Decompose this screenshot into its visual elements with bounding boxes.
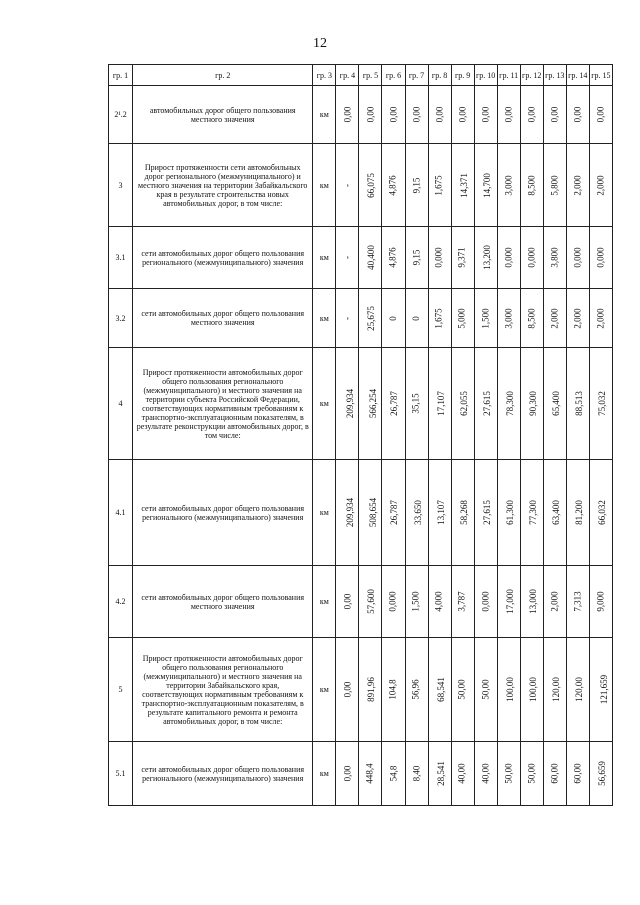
value-cell: [589, 460, 612, 566]
row-number: 4.2: [109, 566, 133, 638]
value-cell: [382, 638, 405, 742]
value-cell: [497, 289, 520, 348]
value-text: 121,659: [598, 674, 609, 705]
value-text: 9,15: [411, 249, 422, 266]
value-text: 0,00: [341, 593, 352, 610]
value-text: 0,000: [595, 247, 606, 268]
value-cell: [543, 227, 566, 289]
value-text: 9,371: [457, 247, 468, 268]
value-text: 3,800: [549, 247, 560, 268]
row-unit: км: [313, 460, 336, 566]
value-cell: [359, 86, 382, 144]
value-text: 66,032: [596, 500, 607, 525]
table-row: [109, 460, 613, 566]
value-text: 0,00: [457, 106, 468, 123]
table-row: [109, 742, 613, 806]
value-text: 78,300: [504, 391, 515, 416]
value-cell: [566, 742, 589, 806]
column-header: гр. 3: [313, 65, 336, 86]
value-cell: [405, 638, 428, 742]
value-cell: [382, 348, 405, 460]
column-header: гр. 1: [109, 65, 133, 86]
value-cell: [566, 227, 589, 289]
value-text: 209,934: [345, 497, 356, 528]
row-description: сети автомобильных дорог общего пользования местного значения: [133, 289, 313, 348]
value-text: 35,15: [411, 393, 422, 414]
value-text: 100,00: [504, 677, 515, 702]
value-text: 28,541: [435, 761, 446, 786]
row-description: Прирост протяженности сети автомобильных дорог регионального (межмуниципального) и местного значения на территории Забайкальского края в результате строительства новых автомобильных дорог, в том числе:: [133, 144, 313, 227]
value-text: 0: [388, 315, 398, 321]
value-text: 26,787: [389, 500, 400, 525]
value-cell: [359, 144, 382, 227]
value-text: 0,00: [549, 106, 560, 123]
value-cell: [359, 289, 382, 348]
value-text: 891,96: [366, 677, 377, 702]
value-cell: [382, 144, 405, 227]
row-description: Прирост протяженности автомобильных дорог общего пользования регионального (межмуниципального) и местного значения на территории субъекта Российской Федерации, соответствующих нормативным требованиям к транспортно-эксплуатационным показателям, в результате реконструкции автомобильных дорог, в том числе:: [133, 348, 313, 460]
value-text: 40,00: [457, 763, 468, 784]
value-text: 0,00: [434, 106, 445, 123]
value-cell: [428, 348, 451, 460]
value-cell: [336, 566, 359, 638]
value-text: 50,00: [457, 679, 468, 700]
value-cell: [382, 566, 405, 638]
value-text: 2,000: [549, 307, 560, 329]
value-text: 40,00: [480, 763, 491, 784]
value-cell: [451, 348, 474, 460]
value-cell: [497, 86, 520, 144]
value-text: 0,00: [503, 106, 514, 123]
value-cell: [520, 144, 543, 227]
row-description: Прирост протяженности автомобильных дорог общего пользования регионального (межмуниципального) и местного значения на территории Забайкальского края, соответствующих нормативным требованиям к транспортно-эксплуатационным показателям, в результате капитального ремонта и ремонта автомобильных дорог, в том числе:: [133, 638, 313, 742]
value-cell: [566, 460, 589, 566]
value-cell: [543, 289, 566, 348]
row-unit: км: [313, 348, 336, 460]
value-cell: [497, 144, 520, 227]
value-cell: [359, 742, 382, 806]
value-text: 8,500: [526, 174, 537, 196]
value-text: 0,00: [480, 106, 491, 123]
value-cell: [405, 86, 428, 144]
table-row: [109, 566, 613, 638]
value-text: 50,00: [503, 763, 514, 784]
row-number: 4.1: [109, 460, 133, 566]
row-number: 4: [109, 348, 133, 460]
value-cell: [566, 144, 589, 227]
value-cell: [474, 566, 497, 638]
value-cell: [336, 86, 359, 144]
value-text: 1,675: [434, 307, 445, 329]
value-cell: [451, 742, 474, 806]
table-row: [109, 289, 613, 348]
value-text: 1,675: [434, 174, 445, 196]
column-header: гр. 9: [451, 65, 474, 86]
value-cell: [359, 566, 382, 638]
value-cell: [451, 638, 474, 742]
value-cell: [543, 460, 566, 566]
value-cell: [451, 289, 474, 348]
row-description: сети автомобильных дорог общего пользования местного значения: [133, 566, 313, 638]
value-text: 75,032: [596, 391, 607, 416]
value-cell: [336, 289, 359, 348]
value-text: 0,000: [388, 591, 398, 612]
value-text: 17,107: [435, 391, 446, 416]
value-text: 2,000: [572, 307, 583, 329]
value-text: 0,00: [341, 765, 352, 782]
value-text: 54,8: [388, 765, 398, 782]
row-unit: км: [313, 289, 336, 348]
value-cell: [451, 566, 474, 638]
value-cell: [359, 460, 382, 566]
row-description: сети автомобильных дорог общего пользования регионального (межмуниципального) значения: [133, 460, 313, 566]
value-cell: [405, 144, 428, 227]
value-cell: [336, 348, 359, 460]
value-cell: [520, 742, 543, 806]
row-unit: км: [313, 566, 336, 638]
value-cell: [520, 227, 543, 289]
value-text: 3,000: [503, 174, 514, 196]
value-cell: [428, 742, 451, 806]
table-row: [109, 86, 613, 144]
row-number: 5.1: [109, 742, 133, 806]
value-text: -: [341, 316, 352, 320]
value-cell: [543, 742, 566, 806]
value-cell: [474, 86, 497, 144]
column-header: гр. 7: [405, 65, 428, 86]
value-text: 0,00: [595, 106, 606, 123]
column-header: гр. 4: [336, 65, 359, 86]
value-text: 0,000: [503, 247, 514, 268]
value-text: 81,200: [573, 500, 584, 525]
value-cell: [336, 638, 359, 742]
column-header: гр. 2: [133, 65, 313, 86]
value-text: 88,513: [573, 391, 584, 416]
header-row: [109, 65, 613, 86]
value-text: 0,00: [411, 106, 422, 123]
value-text: 120,00: [573, 677, 584, 702]
value-text: 57,600: [366, 589, 377, 614]
value-text: 26,787: [389, 391, 400, 416]
value-text: 60,00: [572, 763, 583, 784]
value-text: 63,400: [550, 500, 561, 525]
value-text: 9,000: [595, 591, 606, 612]
value-text: 56,659: [596, 761, 607, 786]
row-unit: км: [313, 638, 336, 742]
value-text: -: [341, 183, 352, 187]
row-unit: км: [313, 227, 336, 289]
value-cell: [474, 227, 497, 289]
value-cell: [428, 227, 451, 289]
value-cell: [543, 638, 566, 742]
value-cell: [566, 86, 589, 144]
value-text: 65,400: [550, 391, 561, 416]
row-unit: км: [313, 86, 336, 144]
value-cell: [405, 289, 428, 348]
value-cell: [336, 144, 359, 227]
value-text: 13,000: [527, 589, 538, 614]
value-text: 50,00: [526, 763, 537, 784]
value-text: 0,00: [364, 106, 375, 123]
value-cell: [497, 742, 520, 806]
value-text: 100,00: [527, 677, 538, 702]
value-cell: [405, 348, 428, 460]
value-cell: [474, 289, 497, 348]
value-text: 68,541: [435, 677, 446, 702]
value-cell: [451, 144, 474, 227]
value-cell: [520, 566, 543, 638]
value-text: 27,615: [481, 391, 492, 416]
value-cell: [566, 289, 589, 348]
value-cell: [451, 460, 474, 566]
value-text: 17,000: [504, 589, 515, 614]
value-text: 104,8: [388, 679, 398, 700]
value-text: 8,40: [411, 765, 422, 782]
value-cell: [474, 742, 497, 806]
value-text: 77,300: [527, 500, 538, 525]
value-text: 0,00: [341, 681, 352, 698]
table-row: [109, 227, 613, 289]
value-text: 209,934: [345, 388, 356, 419]
value-text: 66,075: [366, 172, 377, 198]
value-cell: [589, 289, 612, 348]
value-cell: [589, 638, 612, 742]
value-cell: [566, 638, 589, 742]
column-header: гр. 12: [520, 65, 543, 86]
indicators-table: [108, 64, 613, 806]
value-cell: [382, 86, 405, 144]
value-cell: [566, 566, 589, 638]
value-cell: [382, 460, 405, 566]
row-description: сети автомобильных дорог общего пользования регионального (межмуниципального) значения: [133, 742, 313, 806]
value-text: 13,200: [481, 245, 492, 270]
value-cell: [497, 638, 520, 742]
value-text: 50,00: [480, 679, 491, 700]
value-cell: [474, 460, 497, 566]
value-text: 9,15: [411, 177, 422, 193]
row-number: 2¹.2: [109, 86, 133, 144]
value-text: 14,700: [481, 172, 492, 198]
value-cell: [336, 460, 359, 566]
value-cell: [474, 638, 497, 742]
column-header: гр. 11: [497, 65, 520, 86]
value-cell: [382, 227, 405, 289]
value-text: 4,876: [388, 247, 398, 268]
column-header: гр. 5: [359, 65, 382, 86]
value-cell: [589, 144, 612, 227]
value-cell: [336, 742, 359, 806]
row-unit: км: [313, 742, 336, 806]
value-text: 448,4: [364, 763, 375, 784]
value-text: 0,00: [526, 106, 537, 123]
value-text: 0,000: [480, 591, 491, 612]
column-header: гр. 13: [543, 65, 566, 86]
value-cell: [428, 144, 451, 227]
value-cell: [589, 227, 612, 289]
value-text: 3,000: [503, 307, 514, 329]
value-cell: [474, 348, 497, 460]
value-text: 40,400: [366, 245, 377, 270]
value-cell: [336, 227, 359, 289]
value-cell: [428, 289, 451, 348]
value-cell: [428, 460, 451, 566]
table-row: [109, 144, 613, 227]
page-number: 12: [313, 36, 327, 51]
value-text: -: [341, 256, 352, 259]
value-text: 566,254: [368, 388, 379, 419]
column-header: гр. 14: [566, 65, 589, 86]
value-cell: [405, 460, 428, 566]
value-cell: [543, 566, 566, 638]
value-cell: [359, 638, 382, 742]
value-cell: [497, 460, 520, 566]
table-row: [109, 348, 613, 460]
value-cell: [497, 227, 520, 289]
value-cell: [405, 566, 428, 638]
value-text: 61,300: [504, 500, 515, 525]
column-header: гр. 8: [428, 65, 451, 86]
value-cell: [451, 86, 474, 144]
value-cell: [405, 742, 428, 806]
value-text: 2,000: [572, 174, 583, 196]
value-cell: [497, 348, 520, 460]
column-header: гр. 10: [474, 65, 497, 86]
value-cell: [589, 566, 612, 638]
value-text: 0,000: [526, 247, 537, 268]
value-cell: [428, 86, 451, 144]
value-cell: [543, 86, 566, 144]
value-text: 13,107: [435, 500, 446, 525]
value-cell: [428, 566, 451, 638]
value-cell: [428, 638, 451, 742]
value-cell: [520, 289, 543, 348]
value-cell: [566, 348, 589, 460]
value-cell: [520, 460, 543, 566]
value-cell: [359, 227, 382, 289]
value-cell: [497, 566, 520, 638]
row-unit: км: [313, 144, 336, 227]
value-text: 2,000: [549, 591, 560, 612]
row-description: автомобильных дорог общего пользования местного значения: [133, 86, 313, 144]
value-text: 0,000: [434, 247, 445, 268]
value-cell: [589, 348, 612, 460]
row-number: 3: [109, 144, 133, 227]
value-text: 14,371: [458, 172, 469, 198]
value-text: 1,500: [411, 591, 422, 612]
value-text: 33,650: [412, 500, 423, 525]
column-header: гр. 6: [382, 65, 405, 86]
value-text: 8,500: [526, 307, 537, 329]
value-text: 0,000: [572, 247, 583, 268]
value-cell: [451, 227, 474, 289]
value-cell: [543, 144, 566, 227]
value-text: 508,654: [368, 497, 379, 528]
value-cell: [405, 227, 428, 289]
value-text: 56,96: [411, 679, 422, 700]
table-row: [109, 638, 613, 742]
row-number: 3.1: [109, 227, 133, 289]
value-text: 27,615: [481, 500, 492, 525]
value-cell: [474, 144, 497, 227]
value-text: 2,000: [595, 307, 606, 329]
value-text: 62,055: [458, 391, 469, 416]
value-text: 7,313: [572, 591, 583, 612]
column-header: гр. 15: [589, 65, 612, 86]
value-text: 0,00: [341, 106, 352, 123]
value-cell: [520, 638, 543, 742]
value-text: 0: [411, 315, 422, 321]
value-text: 4,876: [388, 174, 398, 196]
value-cell: [359, 348, 382, 460]
value-cell: [589, 742, 612, 806]
value-cell: [520, 86, 543, 144]
value-text: 5,800: [549, 174, 560, 196]
row-number: 5: [109, 638, 133, 742]
value-text: 5,000: [457, 307, 468, 329]
value-text: 60,00: [549, 763, 560, 784]
value-cell: [382, 742, 405, 806]
value-text: 0,00: [388, 106, 398, 123]
value-cell: [589, 86, 612, 144]
value-text: 25,675: [366, 305, 377, 331]
value-text: 1,500: [480, 307, 491, 329]
value-text: 2,000: [595, 174, 606, 196]
value-text: 3,787: [457, 591, 468, 612]
value-cell: [543, 348, 566, 460]
value-text: 58,268: [458, 500, 469, 525]
row-number: 3.2: [109, 289, 133, 348]
value-cell: [520, 348, 543, 460]
value-text: 90,300: [527, 391, 538, 416]
row-description: сети автомобильных дорог общего пользования регионального (межмуниципального) значения: [133, 227, 313, 289]
value-text: 120,00: [550, 677, 561, 702]
value-text: 4,000: [434, 591, 445, 612]
value-cell: [382, 289, 405, 348]
value-text: 0,00: [572, 106, 583, 123]
